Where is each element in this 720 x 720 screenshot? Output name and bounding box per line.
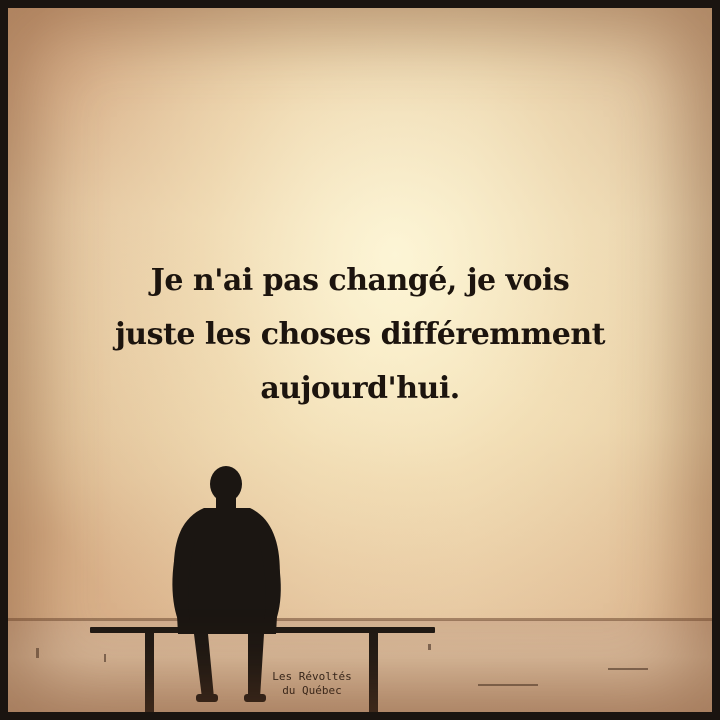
quote-line-2: juste les choses différemment <box>114 317 606 352</box>
quote-line-1: Je n'ai pas changé, je vois <box>150 263 570 298</box>
quote-line-3: aujourd'hui. <box>260 371 460 406</box>
vignette <box>8 8 712 712</box>
watermark-line-2: du Québec <box>282 684 342 697</box>
sepia-photo <box>8 8 712 712</box>
watermark-line-1: Les Révoltés <box>272 670 352 683</box>
